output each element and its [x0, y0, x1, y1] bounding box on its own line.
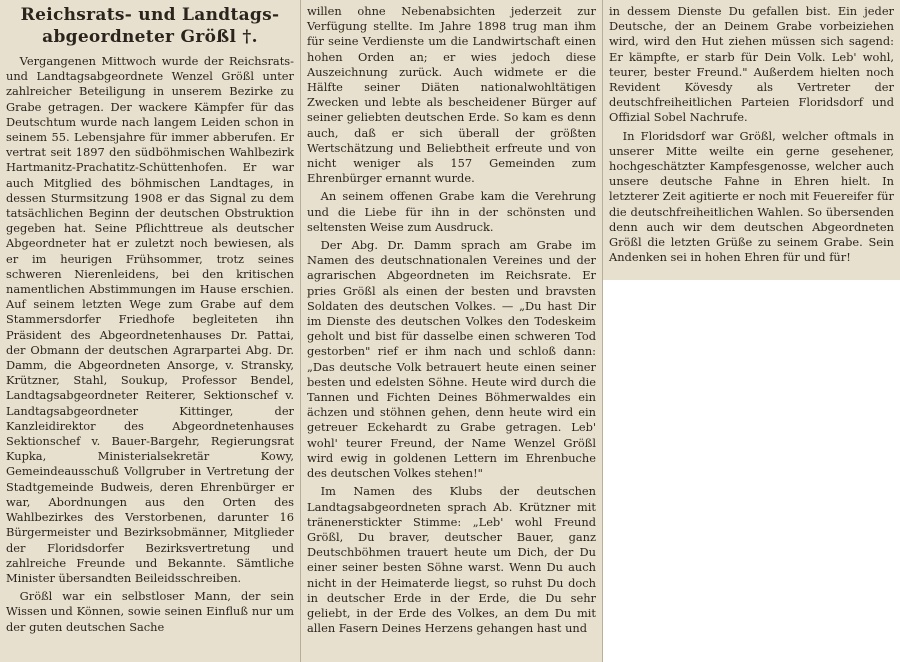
- paragraph: Im Namen des Klubs der deutschen Landtagsabgeordneten sprach Ab. Krützner mit tränenerstickter Stimme: „Leb' wohl Freund Größl, Du braver, deutscher Bauer, ganz Deutschböhmen trauert heute um Dich, der Du einer seiner besten Söhne warst. Wenn Du auch nicht in der Heimaterde liegst, so ruhst Du doch in deutscher Erde in der Erde, die Du sehr geliebt, in der Erde des Volkes, an dem Du mit allen Fasern Deines Herzens gehangen hast und: [307, 484, 596, 636]
- paragraph: An seinem offenen Grabe kam die Verehrung und die Liebe für ihn in der schönsten und seltensten Weise zum Ausdruck.: [307, 189, 596, 234]
- headline-line-1: Reichsrats- und Landtags-: [20, 5, 280, 25]
- paragraph: Der Abg. Dr. Damm sprach am Grabe im Namen des deutschnationalen Vereines und der agrarischen Abgeordneten im Reichsrate. Er pries Größl als einen der besten und bravsten Soldaten des deutschen Volkes. — „Du hast Dir im Dienste des deutschen Volkes den Todeskeim geholt und bist für dasselbe einen schweren Tod gestorben" rief er ihm nach und schloß dann: „Das deutsche Volk betrauert heute einen seiner besten und edelsten Söhne. Heute wird durch die Tannen und Fichten Deines Böhmerwaldes ein ächzen und stöhnen gehen, denn heute wird ein getreuer Eckehardt zu Grabe getragen. Leb' wohl' teurer Freund, der Name Wenzel Größl wird ewig in goldenen Lettern im Ehrenbuche des deutschen Volkes stehen!": [307, 238, 596, 481]
- article-headline: [6, 4, 294, 48]
- article-column-2: [301, 0, 603, 662]
- paragraph: willen ohne Nebenabsichten jederzeit zur Verfügung stellte. Im Jahre 1898 trug man ihm für seine Verdienste um die Landwirtschaft einen hohen Orden an; er wies jedoch diese Auszeichnung zurück. Auch widmete er die Hälfte seiner Diäten nationalwohltätigen Zwecken und lebte als bescheidener Bürger auf seiner geliebten deutschen Erde. So kam es denn auch, daß er sich überall der größten Wertschätzung und Beliebtheit erfreute und von nicht weniger als 157 Gemeinden zum Ehrenbürger ernannt wurde.: [307, 4, 596, 186]
- paragraph: Größl war ein selbstloser Mann, der sein Wissen und Können, sowie seinen Einfluß nur um der guten deutschen Sache: [6, 589, 294, 634]
- article-column-1: [0, 0, 301, 662]
- paragraph: Vergangenen Mittwoch wurde der Reichsrats- und Landtagsabgeordnete Wenzel Größl unter zahlreicher Beteiligung in unserem Bezirke zu Grabe getragen. Der wackere Kämpfer für das Deutschtum wurde nach langem Leiden schon in seinem 55. Lebensjahre für immer abberufen. Er vertrat seit 1897 den südböhmischen Wahlbezirk Hartmanitz-Prachatitz-Schüttenhofen. Er war auch Mitglied des böhmischen Landtages, in dessen Sturmsitzung 1908 er das Signal zu dem tatsächlichen Beginn der deutschen Obstruktion gegeben hat. Seine Pflichttreue als deutscher Abgeordneter hat er zuletzt noch bewiesen, als er im heurigen Frühsommer, trotz seines schweren Nierenleidens, bei den kritischen namentlichen Abstimmungen im Hause erschien. Auf seinem letzten Wege zum Grabe auf dem Stammersdorfer Friedhofe begleiteten ihn Präsident des Abgeordnetenhauses Dr. Pattai, der Obmann der deutschen Agrarpartei Abg. Dr. Damm, die Abgeordneten Ansorge, v. Stransky, Krützner, Stahl, Soukup, Professor Bendel, Landtagsabgeordneter Reiterer, Sektionschef v. Landtagsabgeordneter Kittinger, der Kanzleidirektor des Abgeordnetenhauses Sektionschef v. Bauer-Bargehr, Regierungsrat Kupka, Ministerialsekretär Kowy, Gemeindeausschuß Vollgruber in Vertretung der Stadtgemeinde Budweis, deren Ehrenbürger er war, Abordnungen aus den Orten des Wahlbezirkes des Verstorbenen, darunter 16 Bürgermeister und Bezirksobmänner, Mitglieder der Floridsdorfer Bezirksvertretung und zahlreiche Freunde und Bekannte. Sämtliche Minister übersandten Beileidsschreiben.: [6, 54, 294, 585]
- paragraph: in dessem Dienste Du gefallen bist. Ein jeder Deutsche, der an Deinem Grabe vorbeiziehen wird, wird den Hut ziehen müssen sich sagend: Er kämpfte, er starb für Dein Volk. Leb' wohl, teurer, bester Freund." Außerdem hielten noch Revident Kövesdy als Vertreter der deutschfreiheitlichen Parteien Floridsdorf und Offizial Sobel Nachrufe.: [609, 4, 894, 125]
- article-column-3: [603, 0, 900, 280]
- paragraph: In Floridsdorf war Größl, welcher oftmals in unserer Mitte weilte ein gerne gesehener, hochgeschätzter Kampfesgenosse, welcher auch unsere deutsche Fahne in Ehren hielt. In letzterer Zeit agitierte er noch mit Feuereifer für die deutschfreiheitlichen Wahlen. So übersenden denn auch wir dem deutschen Abgeordneten Größl die letzten Grüße zu seinem Grabe. Sein Andenken sei in hohen Ehren für und für!: [609, 128, 894, 265]
- headline-line-2: abgeordneter Größl †.: [42, 27, 258, 47]
